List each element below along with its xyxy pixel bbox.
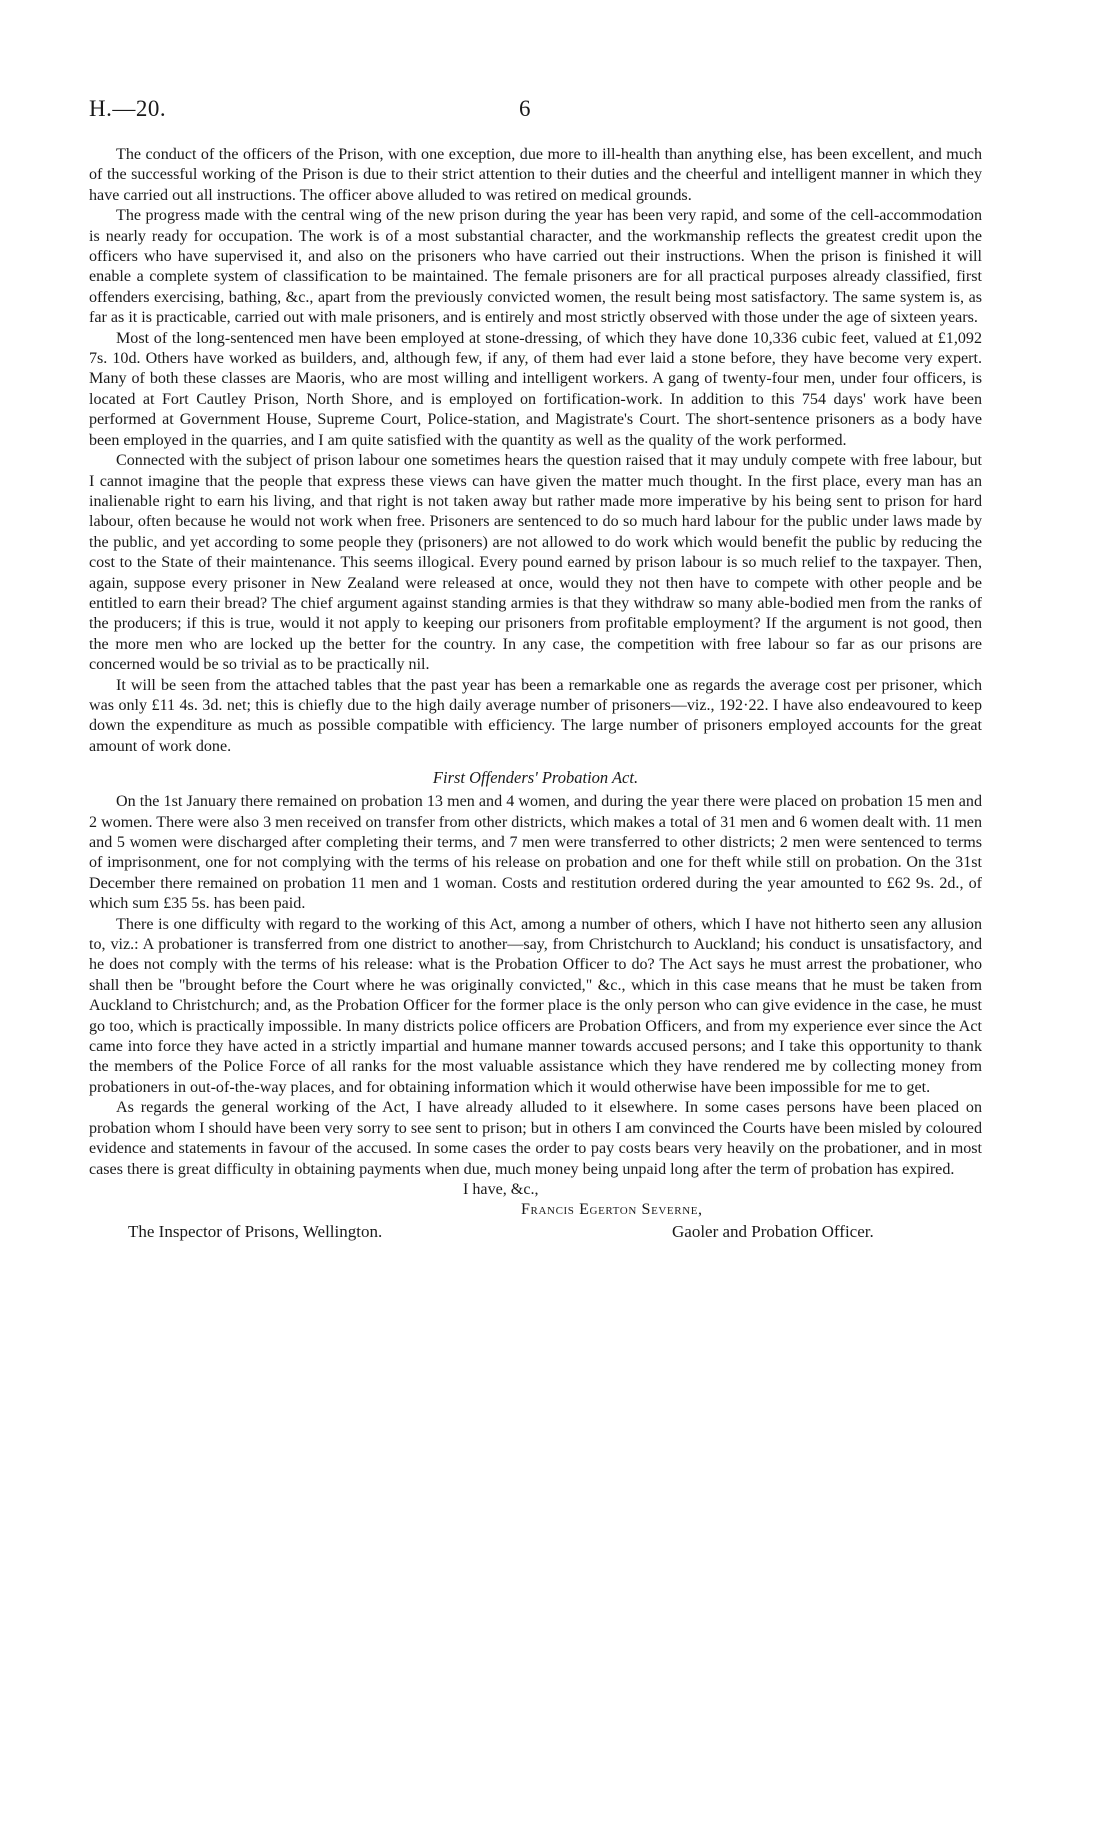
closing-block: [89, 1180, 982, 1258]
paragraph-officers-conduct: The conduct of the officers of the Prison, with one exception, due more to ill-health than anything else, has been excellent, and much of the successful working of the Prison is due to their strict attention to their duties and the cheerful and intelligent manner in which they have carried out all instructions. The officer above alluded to was retired on medical grounds.: [89, 146, 982, 204]
document-reference: H.—20.: [89, 96, 167, 121]
page-number: 6: [519, 96, 531, 121]
paragraph-probation-statistics: On the 1st January there remained on probation 13 men and 4 women, and during the year there were placed on probation 15 men and 2 women. There were also 3 men received on transfer from other districts, which makes a total of 31 men and 6 women dealt with. 11 men and 5 women were discharged after completing their terms, and 7 men were transferred to other districts; 2 men were sentenced to terms of imprisonment, one for not complying with the terms of his release on probation and one for theft while still on probation. On the 31st December there remained on probation 11 men and 1 woman. Costs and restitution ordered during the year amounted to £62 9s. 2d., of which sum £35 5s. has been paid.: [89, 793, 982, 913]
page-header: [89, 96, 979, 130]
paragraph-prison-labour: Connected with the subject of prison labour one sometimes hears the question raised that it may unduly compete with free labour, but I cannot imagine that the people that express these views can have given the matter much thought. In the first place, every man has an inalienable right to earn his living, and that right is not taken away but rather made more imperative by his being sent to prison for hard labour, often because he would not work when free. Prisoners are sentenced to do so much hard labour for the public under laws made by the public, and yet according to some people they (prisoners) are not allowed to do work which would benefit the public by reducing the cost to the State of their maintenance. This seems illogical. Every pound earned by prison labour is so much relief to the taxpayer. Then, again, suppose every prisoner in New Zealand were released at once, would they not then have to compete with other people and be entitled to earn their bread? The chief argument against standing armies is that they withdraw so many able-bodied men from the ranks of the producers; if this is true, would it not apply to keeping our prisoners from profitable employment? If the argument is not good, then the more men who are locked up the better for the country. In any case, the competition with free labour so far as our prisons are concerned would be so trivial as to be practically nil.: [89, 452, 982, 674]
section-title-probation-act: First Offenders' Probation Act.: [432, 768, 639, 788]
paragraph-stone-dressing: Most of the long-sentenced men have been employed at stone-dressing, of which they have done 10,336 cubic feet, valued at £1,092 7s. 10d. Others have worked as builders, and, although few, if any, of them had ever laid a stone before, they have become very expert. Many of both these classes are Maoris, who are most willing and intelligent workers. A gang of twenty-four men, under four officers, is located at Fort Cautley Prison, North Shore, and is employed on fortification-work. In addition to this 754 days' work have been performed at Government House, Supreme Court, Police-station, and Magistrate's Court. The short-sentence prisoners as a body have been employed in the quarries, and I am quite satisfied with the quantity as well as the quality of the work performed.: [89, 329, 982, 449]
addressee: The Inspector of Prisons, Wellington.: [128, 1221, 383, 1241]
report-body: [89, 145, 982, 1258]
paragraph-probation-difficulty: There is one difficulty with regard to the working of this Act, among a number of others, which I have not hitherto seen any allusion to, viz.: A probationer is transferred from one district to another—say, from Christchurch to Auckland; his conduct is unsatisfactory, and he does not comply with the terms of his release: what is the Probation Officer to do? The Act says he must arrest the probationer, who shall then be "brought before the Court where he was originally convicted," &c., which in this case means that he must be taken from Auckland to Christchurch; and, as the Probation Officer for the former place is the only person who can give evidence in the case, he must go too, which is practically impossible. In many districts police officers are Probation Officers, and from my experience ever since the Act came into force they have acted in a strictly impartial and humane manner towards accused persons; and I take this opportunity to thank the members of the Police Force of all ranks for the most valuable assistance which they have rendered me by collecting money from probationers in out-of-the-way places, and for obtaining information which it would otherwise have been impossible for me to get.: [89, 915, 982, 1096]
paragraph-average-cost: It will be seen from the attached tables that the past year has been a remarkable one as regards the average cost per prisoner, which was only £11 4s. 3d. net; this is chiefly due to the high daily average number of prisoners—viz., 192·22. I have also endeavoured to keep down the expenditure as much as possible compatible with efficiency. The large number of prisoners employed accounts for the great amount of work done.: [89, 676, 982, 755]
signer-title: Gaoler and Probation Officer.: [672, 1221, 874, 1241]
signer-name: Francis Egerton Severne,: [521, 1200, 703, 1218]
paragraph-new-prison-progress: The progress made with the central wing of the new prison during the year has been very rapid, and some of the cell-accommodation is nearly ready for occupation. The work is of a most substantial character, and the workmanship reflects the greatest credit upon the officers who have supervised it, and also on the prisoners who have carried out their instructions. When the prison is finished it will enable a complete system of classification to be maintained. The female prisoners are for all practical purposes already classified, first offenders exercising, bathing, &c., apart from the previously convicted women, the result being most satisfactory. The same system is, as far as it is practicable, carried out with male prisoners, and is entirely and most strictly observed with those under the age of sixteen years.: [89, 207, 982, 327]
paragraph-general-working: As regards the general working of the Act, I have already alluded to it elsewhere. In some cases persons have been placed on probation whom I should have been very sorry to see sent to prison; but in others I am convinced the Courts have been misled by coloured evidence and statements in favour of the accused. In some cases the order to pay costs bears very heavily on the probationer, and in most cases there is great difficulty in obtaining payments when due, much money being unpaid long after the term of probation has expired.: [89, 1099, 982, 1178]
closing-salutation: I have, &c.,: [463, 1180, 539, 1198]
